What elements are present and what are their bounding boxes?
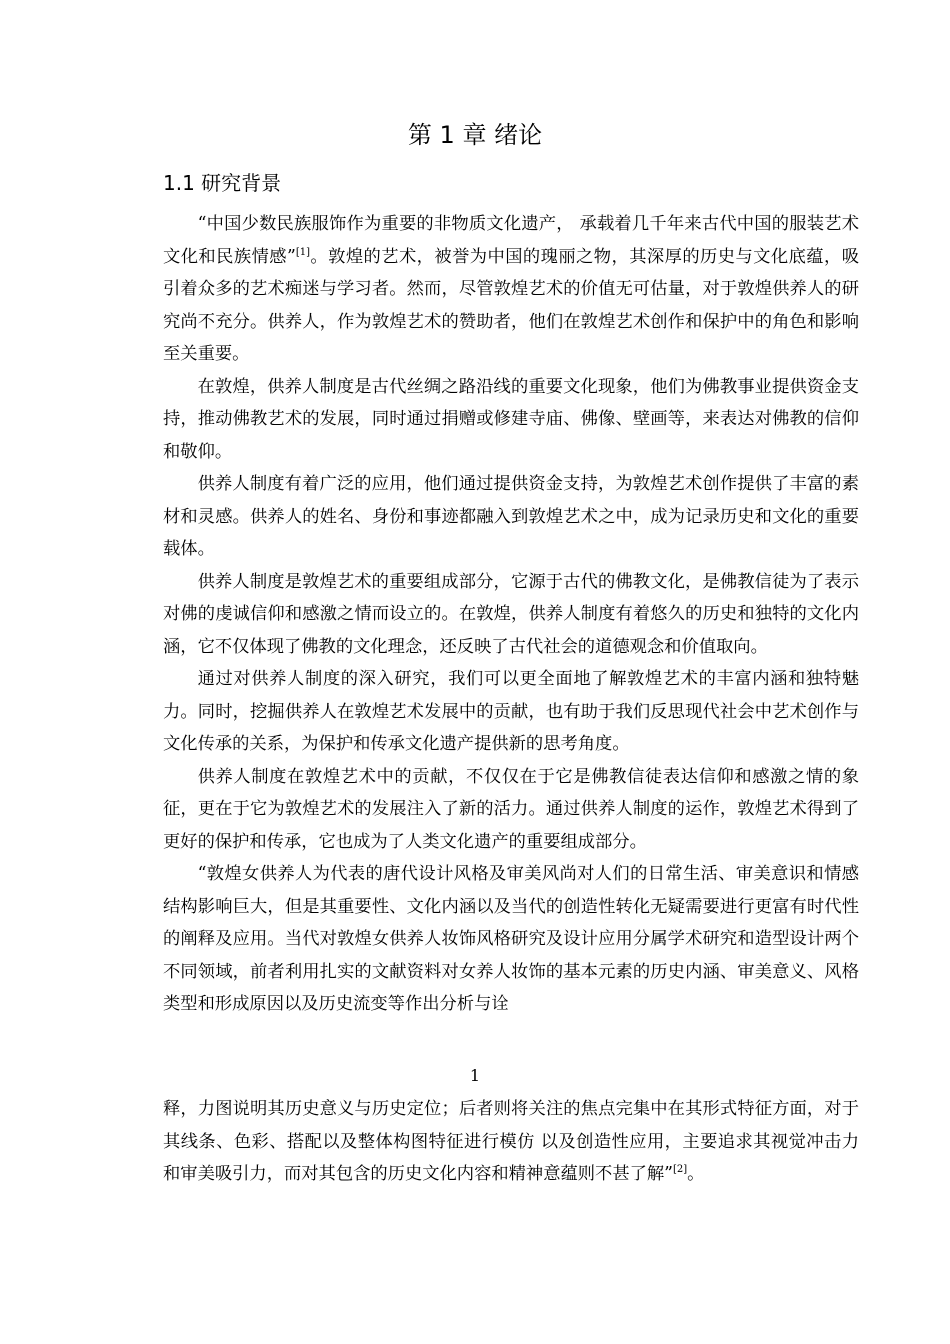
continuation-text-end: 。 [687,1164,705,1184]
paragraph-6: 供养人制度在敦煌艺术中的贡献，不仅仅在于它是佛教信徒表达信仰和感激之情的象征，更在于它为敦煌艺术的发展注入了新的活力。通过供养人制度的运作，敦煌艺术得到了更好的保护和传承，它也成为了人类文化遗产的重要组成部分。 [163,766,859,852]
section-title: 1.1 研究背景 [163,171,282,195]
paragraph-2: 在敦煌，供养人制度是古代丝绸之路沿线的重要文化现象，他们为佛教事业提供资金支持，推动佛教艺术的发展，同时通过捐赠或修建寺庙、佛像、壁画等，来表达对佛教的信仰和敬仰。 [163,376,859,462]
paragraph-1-text-rest: 。敦煌的艺术，被誉为中国的瑰丽之物，其深厚的历史与文化底蕴，吸引着众多的艺术痴迷与学习者。然而，尽管敦煌艺术的价值无可估量，对于敦煌供养人的研究尚不充分。供养人，作为敦煌艺术的赞助者，他们在敦煌艺术创作和保护中的角色和影响至关重要。 [163,246,859,364]
paragraph-5: 通过对供养人制度的深入研究，我们可以更全面地了解敦煌艺术的丰富内涵和独特魅力。同时，挖掘供养人在敦煌艺术发展中的贡献，也有助于我们反思现代社会中艺术创作与文化传承的关系，为保护和传承文化遗产提供新的思考角度。 [163,669,859,754]
chapter-title: 第 1 章 绪论 [407,121,543,149]
paragraph-1-text: “中国少数民族服饰作为重要的非物质文化遗产， 承载着几千年来古代中国的服装艺术文化和民族情感” [163,214,859,267]
page-number: 1 [469,1066,481,1085]
citation-2: [2] [673,1164,688,1176]
paragraph-1 [163,208,859,371]
paragraph-7: “敦煌女供养人为代表的唐代设计风格及审美风尚对人们的日常生活、审美意识和情感结构影响巨大，但是其重要性、文化内涵以及当代的创造性转化无疑需要进行更富有时代性的阐释及应用。当代对敦煌女供养人妆饰风格研究及设计应用分属学术研究和造型设计两个不同领域，前者利用扎实的文献资料对女养人妆饰的基本元素的历史内涵、审美意义、风格类型和形成原因以及历史流变等作出分析与诠 [163,864,859,1014]
paragraph-7-continuation [163,1093,859,1191]
paragraph-4: 供养人制度是敦煌艺术的重要组成部分，它源于古代的佛教文化，是佛教信徒为了表示对佛的虔诚信仰和感激之情而设立的。在敦煌，供养人制度有着悠久的历史和独特的文化内涵，它不仅体现了佛教的文化理念，还反映了古代社会的道德观念和价值取向。 [163,571,859,657]
citation-1: [1] [295,246,310,258]
body-text-page-2 [163,1093,859,1191]
body-text-page-1 [163,208,859,1021]
paragraph-3: 供养人制度有着广泛的应用，他们通过提供资金支持，为敦煌艺术创作提供了丰富的素材和灵感。供养人的姓名、身份和事迹都融入到敦煌艺术之中，成为记录历史和文化的重要载体。 [163,474,859,559]
continuation-text: 释，力图说明其历史意义与历史定位；后者则将关注的焦点完集中在其形式特征方面，对于其线条、色彩、搭配以及整体构图特征进行模仿 以及创造性应用，主要追求其视觉冲击力和审美吸引力，而对其包含的历史文化内容和精神意蕴则不甚了解” [163,1099,859,1184]
